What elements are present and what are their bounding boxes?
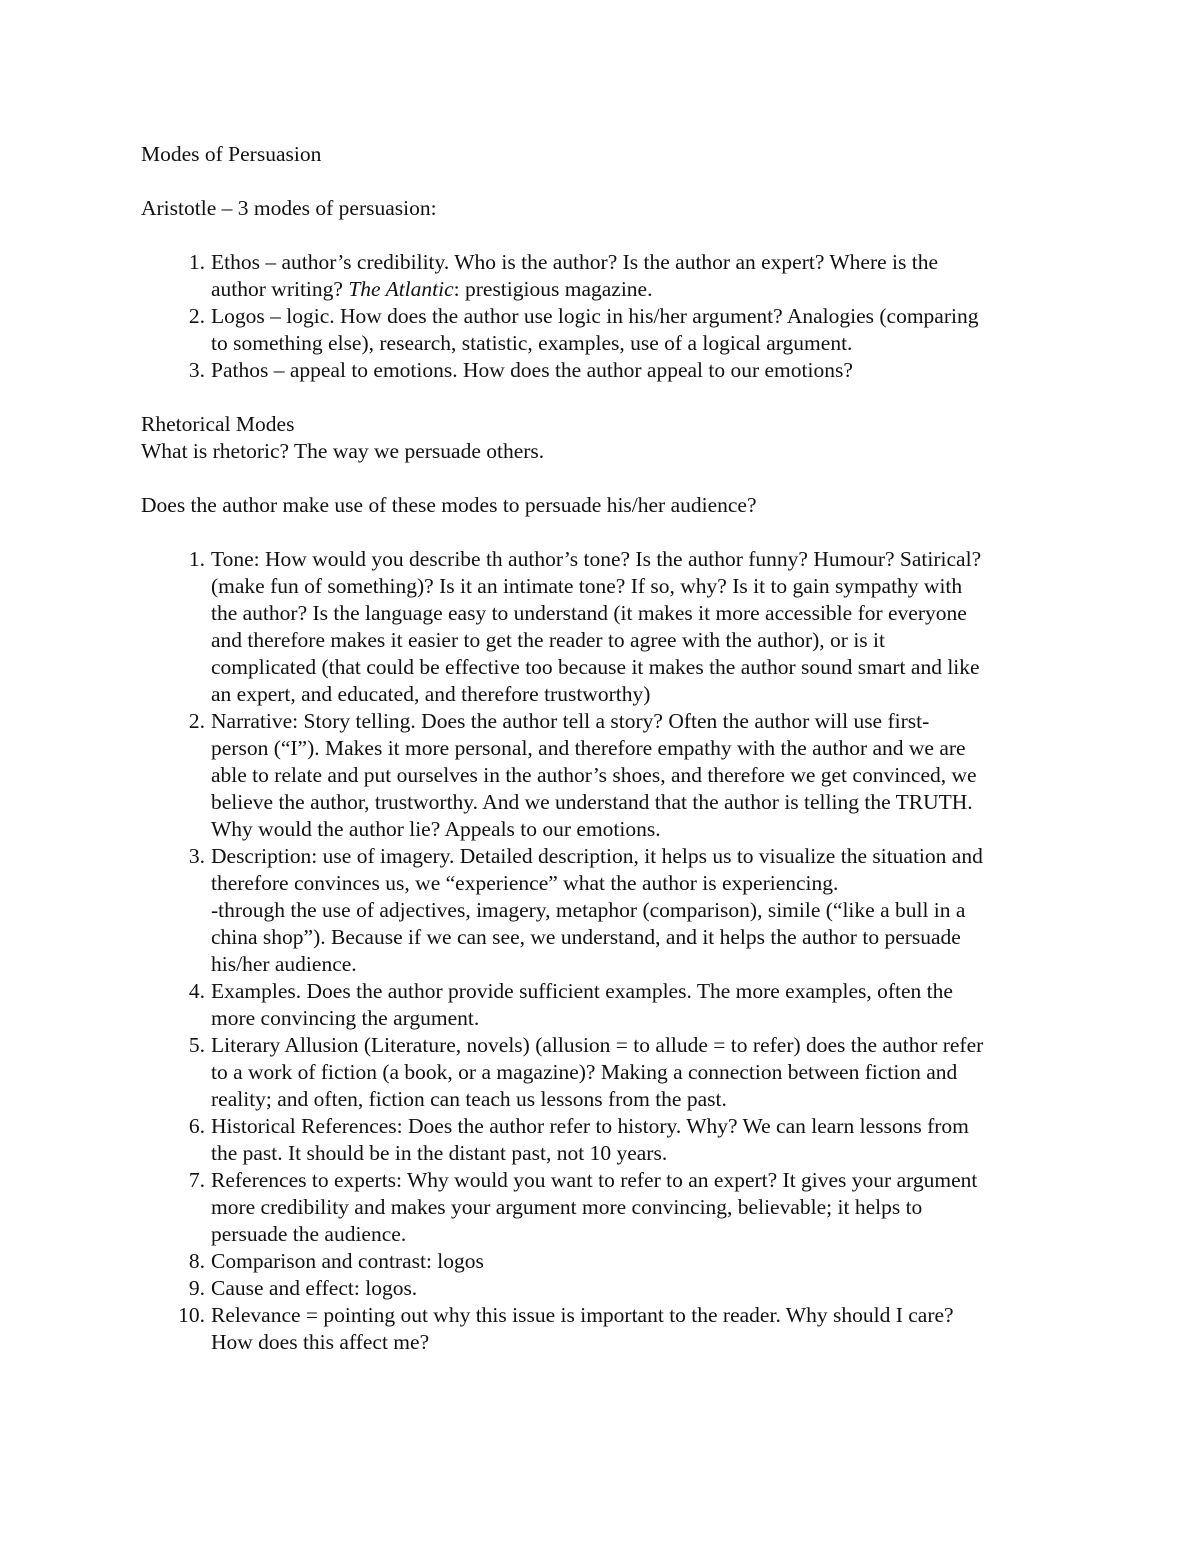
list-item-line: an expert, and educated, and therefore trustworthy)	[211, 682, 651, 706]
rhetorical-modes-list	[141, 546, 1071, 1356]
list-item-line: Tone: How would you describe th author’s tone? Is the author funny? Humour? Satirical?	[211, 547, 982, 571]
list-number: 2.	[188, 304, 205, 328]
list-item-line: Narrative: Story telling. Does the author tell a story? Often the author will use first-	[211, 709, 930, 733]
logos-line-1: Logos – logic. How does the author use logic in his/her argument? Analogies (comparing	[211, 304, 979, 328]
list-item-line: Comparison and contrast: logos	[211, 1249, 484, 1273]
audience-question: Does the author make use of these modes to persuade his/her audience?	[141, 493, 757, 517]
modes-list	[141, 249, 1071, 384]
list-item-line: china shop”). Because if we can see, we understand, and it helps the author to persuade	[211, 925, 961, 949]
list-item-line: Why would the author lie? Appeals to our emotions.	[211, 817, 661, 841]
list-item	[141, 1302, 1071, 1356]
list-item-line: How does this affect me?	[211, 1330, 430, 1354]
list-number: 8.	[188, 1249, 205, 1273]
list-item-logos	[141, 303, 1071, 357]
logos-line-2: to something else), research, statistic, examples, use of a logical argument.	[211, 331, 853, 355]
list-item-line: Relevance = pointing out why this issue is important to the reader. Why should I care?	[211, 1303, 954, 1327]
list-item-line: Cause and effect: logos.	[211, 1276, 418, 1300]
spacer	[141, 384, 1071, 411]
list-number: 3.	[188, 844, 205, 868]
spacer	[141, 519, 1071, 546]
ethos-line-2	[211, 276, 1071, 303]
list-number: 10.	[178, 1303, 205, 1327]
list-item	[141, 843, 1071, 978]
list-item	[141, 978, 1071, 1032]
spacer	[141, 465, 1071, 492]
list-item-line: References to experts: Why would you want to refer to an expert? It gives your argument	[211, 1168, 978, 1192]
ethos-line-2-post: : prestigious magazine.	[453, 277, 653, 301]
list-item	[141, 1248, 1071, 1275]
spacer	[141, 222, 1071, 249]
list-number: 5.	[188, 1033, 205, 1057]
rhetorical-heading: Rhetorical Modes	[141, 412, 295, 436]
spacer	[141, 168, 1071, 195]
document-title: Modes of Persuasion	[141, 142, 322, 166]
rhetoric-question: What is rhetoric? The way we persuade others.	[141, 439, 545, 463]
list-item-line: able to relate and put ourselves in the author’s shoes, and therefore we get convinced, we	[211, 763, 977, 787]
list-item-line: the author? Is the language easy to understand (it makes it more accessible for everyone	[211, 601, 967, 625]
list-item-line: complicated (that could be effective too because it makes the author sound smart and like	[211, 655, 980, 679]
list-item-line: (make fun of something)? Is it an intimate tone? If so, why? Is it to gain sympathy with	[211, 574, 963, 598]
list-number: 3.	[188, 358, 205, 382]
list-item-line: person (“I”). Makes it more personal, and therefore empathy with the author and we are	[211, 736, 966, 760]
list-number: 9.	[188, 1276, 205, 1300]
list-number: 7.	[188, 1168, 205, 1192]
list-item-line: Description: use of imagery. Detailed description, it helps us to visualize the situation and	[211, 844, 983, 868]
list-number: 1.	[188, 250, 205, 274]
list-item	[141, 546, 1071, 708]
ethos-line-1: Ethos – author’s credibility. Who is the author? Is the author an expert? Where is the	[211, 250, 939, 274]
list-item-line: and therefore makes it easier to get the reader to agree with the author), or is it	[211, 628, 885, 652]
list-item	[141, 1167, 1071, 1248]
list-item-line: the past. It should be in the distant past, not 10 years.	[211, 1141, 668, 1165]
list-item-line: Historical References: Does the author refer to history. Why? We can learn lessons from	[211, 1114, 969, 1138]
list-number: 1.	[188, 547, 205, 571]
list-item-pathos	[141, 357, 1071, 384]
pathos-line-1: Pathos – appeal to emotions. How does the author appeal to our emotions?	[211, 358, 853, 382]
document-page	[141, 141, 1071, 1356]
list-item	[141, 1032, 1071, 1113]
ethos-line-2-pre: author writing?	[211, 277, 349, 301]
list-item-line: Literary Allusion (Literature, novels) (allusion = to allude = to refer) does the author refer	[211, 1033, 984, 1057]
list-item	[141, 708, 1071, 843]
aristotle-heading: Aristotle – 3 modes of persuasion:	[141, 196, 437, 220]
list-item	[141, 1275, 1071, 1302]
list-item-line: more convincing the argument.	[211, 1006, 480, 1030]
list-item-line: -through the use of adjectives, imagery, metaphor (comparison), simile (“like a bull in a	[211, 898, 966, 922]
publication-title: The Atlantic	[348, 277, 454, 301]
list-number: 2.	[188, 709, 205, 733]
list-item	[141, 1113, 1071, 1167]
list-item-line: reality; and often, fiction can teach us lessons from the past.	[211, 1087, 727, 1111]
list-number: 4.	[188, 979, 205, 1003]
list-item-ethos	[141, 249, 1071, 303]
list-item-line: believe the author, trustworthy. And we understand that the author is telling the TRUTH.	[211, 790, 973, 814]
list-item-line: his/her audience.	[211, 952, 357, 976]
list-item-line: Examples. Does the author provide sufficient examples. The more examples, often the	[211, 979, 953, 1003]
list-number: 6.	[188, 1114, 205, 1138]
list-item-line: persuade the audience.	[211, 1222, 407, 1246]
list-item-line: to a work of fiction (a book, or a magazine)? Making a connection between fiction and	[211, 1060, 958, 1084]
list-item-line: more credibility and makes your argument more convincing, believable; it helps to	[211, 1195, 923, 1219]
list-item-line: therefore convinces us, we “experience” what the author is experiencing.	[211, 871, 839, 895]
